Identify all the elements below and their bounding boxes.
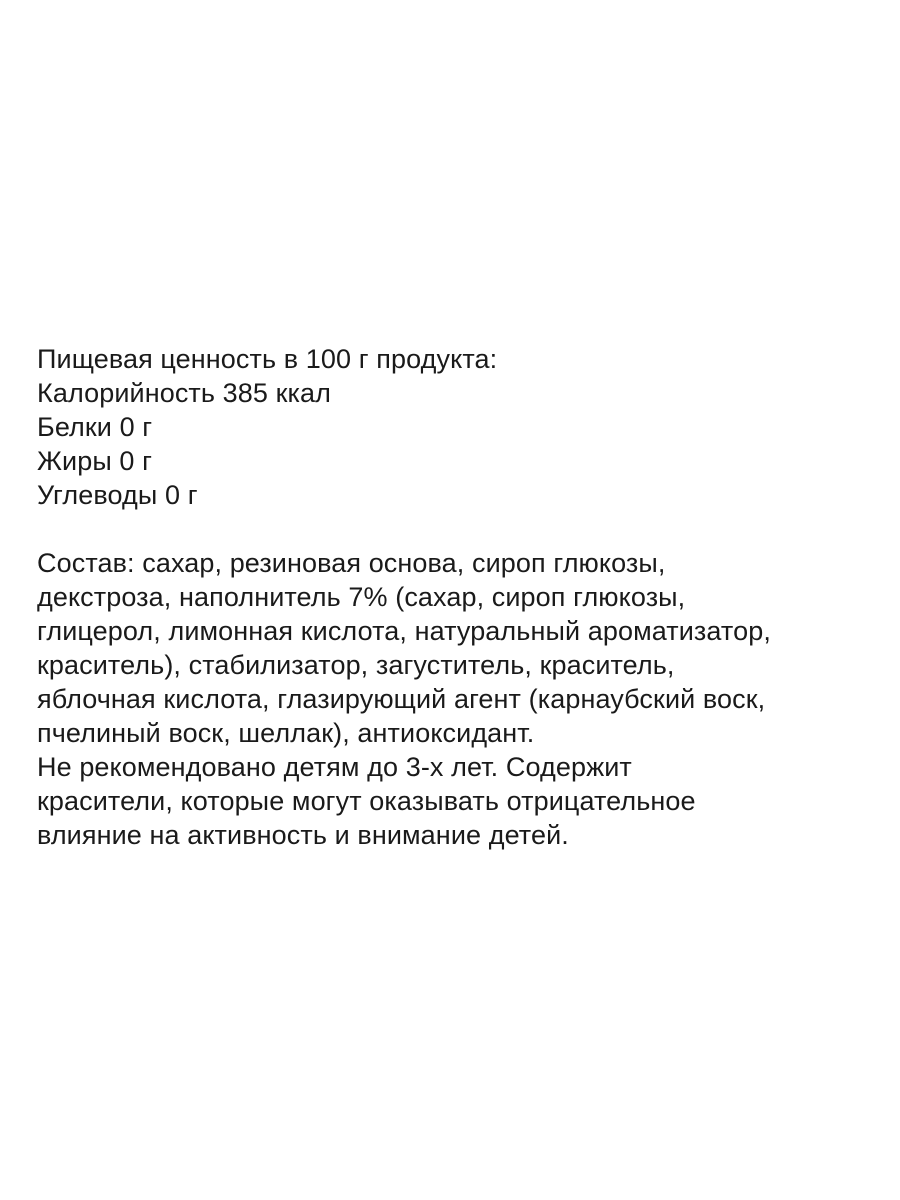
composition-line: пчелиный воск, шеллак), антиоксидант. [37,718,535,748]
warning-line: Не рекомендовано детям до 3-х лет. Содержит [37,752,632,782]
calories-line: Калорийность 385 ккал [37,378,331,408]
age-warning [37,750,867,852]
warning-line: красители, которые могут оказывать отрицательное [37,786,696,816]
nutrition-facts [37,342,867,512]
composition-line: глицерол, лимонная кислота, натуральный ароматизатор, [37,616,771,646]
carbs-line: Углеводы 0 г [37,480,198,510]
composition-line: декстроза, наполнитель 7% (сахар, сироп глюкозы, [37,582,686,612]
warning-line: влияние на активность и внимание детей. [37,820,569,850]
nutrition-heading: Пищевая ценность в 100 г продукта: [37,344,498,374]
product-info-document [37,342,867,852]
proteins-line: Белки 0 г [37,412,153,442]
composition-text [37,546,867,750]
section-gap [37,512,867,546]
fats-line: Жиры 0 г [37,446,153,476]
composition-line: Состав: сахар, резиновая основа, сироп глюкозы, [37,548,666,578]
composition-line: краситель), стабилизатор, загуститель, краситель, [37,650,675,680]
composition-line: яблочная кислота, глазирующий агент (карнаубский воск, [37,684,766,714]
